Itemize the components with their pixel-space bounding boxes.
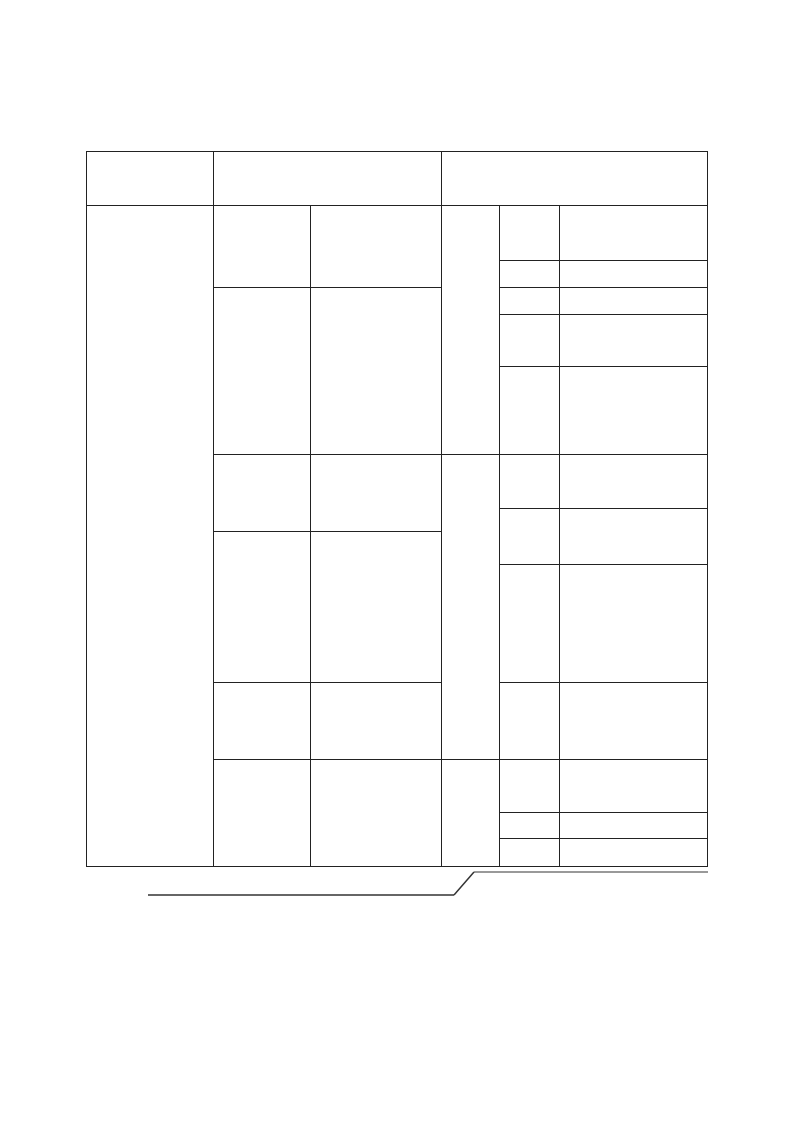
exam-score	[560, 683, 708, 760]
exam-year	[500, 813, 560, 839]
exam-year	[500, 839, 560, 867]
exam-score	[560, 760, 708, 813]
table-row	[87, 206, 708, 261]
exam-year	[500, 565, 560, 683]
low-prob-topic	[214, 683, 311, 760]
high-prob-topic	[442, 206, 500, 455]
exam-score	[560, 839, 708, 867]
exam-score	[560, 455, 708, 509]
exam-score	[560, 565, 708, 683]
exam-year	[500, 683, 560, 760]
exam-year	[500, 760, 560, 813]
exam-year	[500, 367, 560, 455]
exam-analysis-table	[86, 151, 708, 867]
exam-score	[560, 288, 708, 315]
header-unexamined	[87, 152, 214, 206]
unexamined-topics-cell	[87, 206, 214, 867]
exam-score	[560, 315, 708, 367]
low-prob-references	[311, 760, 442, 867]
header-low-probability	[214, 152, 442, 206]
exam-score	[560, 509, 708, 565]
header-high-probability	[442, 152, 708, 206]
exam-year	[500, 288, 560, 315]
low-prob-topic	[214, 532, 311, 683]
low-prob-references	[311, 455, 442, 532]
exam-year	[500, 261, 560, 288]
low-prob-references	[311, 532, 442, 683]
exam-score	[560, 206, 708, 261]
table-header-row	[87, 152, 708, 206]
low-prob-topic	[214, 206, 311, 288]
exam-year	[500, 509, 560, 565]
exam-score	[560, 813, 708, 839]
low-prob-references	[311, 288, 442, 455]
exam-year	[500, 455, 560, 509]
concept-banner	[148, 868, 708, 896]
low-prob-topic	[214, 760, 311, 867]
exam-year	[500, 206, 560, 261]
low-prob-topic	[214, 288, 311, 455]
low-prob-references	[311, 206, 442, 288]
exam-analysis-body	[87, 152, 708, 867]
low-prob-topic	[214, 455, 311, 532]
exam-score	[560, 261, 708, 288]
high-prob-topic	[442, 455, 500, 760]
banner-slant-lines	[148, 868, 708, 896]
exam-year	[500, 315, 560, 367]
exam-score	[560, 367, 708, 455]
high-prob-topic	[442, 760, 500, 867]
low-prob-references	[311, 683, 442, 760]
